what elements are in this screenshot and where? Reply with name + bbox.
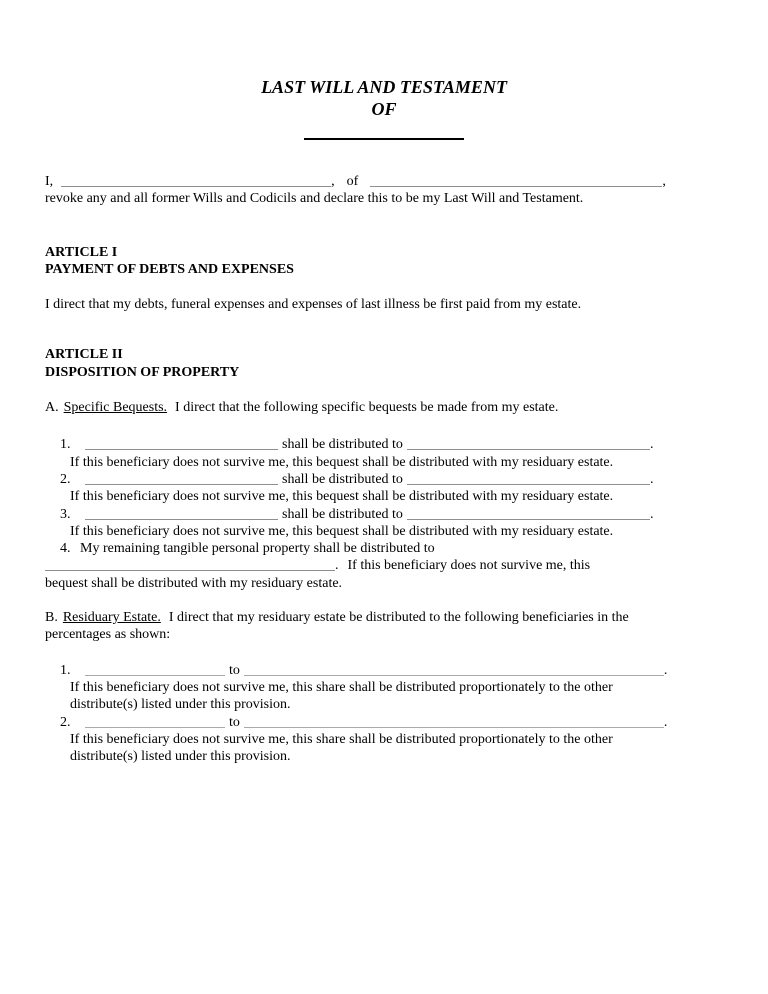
bequest-item-3-period: . [649,506,654,522]
residuary-item-2-note-line1: If this beneficiary does not survive me, this share shall be distributed proportionately to the other [70,731,613,747]
section-a-intro-text: I direct that the following specific bequests be made from my estate. [175,400,559,416]
section-b-intro-line2: percentages as shown: [45,627,171,643]
section-a-intro [45,399,723,416]
bequest-item-4-note-end: bequest shall be distributed with my residuary estate. [45,575,343,591]
residuary-item-2-number: 2. [60,714,71,730]
article1-heading [45,244,723,279]
beneficiary-name-blank [244,663,664,676]
bequest-item-4-text: My remaining tangible personal property shall be distributed to [80,541,435,557]
percentage-share-blank [85,663,225,676]
residuary-item-1-period: . [663,662,668,678]
bequest-description-blank [85,437,278,450]
opening-comma2: , [662,174,666,189]
article1-heading-line1: ARTICLE I [45,244,118,260]
document-title-line2: OF [371,99,397,119]
bequest-description-blank [85,472,278,485]
bequest-item-4-line1 [45,540,723,557]
bequest-item-4-note-start: If this beneficiary does not survive me, this [347,558,591,574]
article2-heading-line1: ARTICLE II [45,347,123,363]
residuary-item-1-number: 1. [60,662,71,678]
testator-name-blank [61,174,331,187]
bequest-item-4-line2 [45,557,723,574]
opening-lead: I, [45,174,54,189]
section-b-intro-text: I direct that my residuary estate be distributed to the following beneficiaries in the [168,610,629,626]
opening-line1 [45,173,723,190]
bequest-item-1-line [45,436,723,453]
section-a-heading: Specific Bequests. [63,400,168,416]
bequest-item-4-number: 4. [60,541,71,557]
bequest-item-2-note: If this beneficiary does not survive me, this bequest shall be distributed with my residuary estate. [70,489,614,505]
opening-comma1: , [331,174,335,189]
beneficiary-name-blank [244,715,664,728]
beneficiary-name-blank [407,437,650,450]
bequest-item-4-period: . [335,558,339,574]
residuary-item-1-line [45,662,723,679]
bequest-item-3 [45,506,723,541]
residuary-item-1-mid: to [229,662,240,678]
beneficiary-name-blank [45,558,335,571]
percentage-share-blank [85,715,225,728]
opening-of-label: of [346,174,359,189]
bequest-item-1-number: 1. [60,437,71,453]
residuary-item-2-mid: to [229,714,240,730]
opening-line2: revoke any and all former Wills and Codicils and declare this to be my Last Will and Testament. [45,191,584,207]
bequest-item-2-number: 2. [60,471,71,487]
document-title-line1: LAST WILL AND TESTAMENT [261,77,507,97]
beneficiary-name-blank [407,507,650,520]
beneficiary-name-blank [407,472,650,485]
section-b-heading: Residuary Estate. [62,610,161,626]
article2-heading-line2: DISPOSITION OF PROPERTY [45,364,240,380]
bequest-item-2 [45,471,723,506]
testator-residence-blank [370,174,662,187]
residuary-item-2 [45,714,723,766]
residuary-item-1-note-line2: distribute(s) listed under this provision. [70,697,291,713]
residuary-estate-list [45,662,723,766]
article1-body: I direct that my debts, funeral expenses and expenses of last illness be first paid from my estate. [45,297,582,313]
bequest-item-3-number: 3. [60,506,71,522]
section-a-label: A. [45,400,59,416]
bequest-item-2-period: . [649,471,654,487]
bequest-item-1-note: If this beneficiary does not survive me, this bequest shall be distributed with my residuary estate. [70,454,614,470]
residuary-item-1-note-line1: If this beneficiary does not survive me, this share shall be distributed proportionately to the other [70,679,613,695]
article1-heading-line2: PAYMENT OF DEBTS AND EXPENSES [45,261,294,277]
bequest-item-4 [45,540,723,592]
testator-name-blank-title [304,138,464,140]
opening-paragraph [45,173,723,208]
bequest-item-1-mid: shall be distributed to [282,437,403,453]
section-b-intro-line1 [45,609,723,626]
bequest-item-3-line [45,506,723,523]
residuary-item-2-note-line2: distribute(s) listed under this provision. [70,749,291,765]
specific-bequests-list [45,436,723,592]
residuary-item-2-period: . [663,714,668,730]
bequest-item-2-line [45,471,723,488]
bequest-item-3-note: If this beneficiary does not survive me, this bequest shall be distributed with my residuary estate. [70,523,614,539]
article2-heading [45,346,723,381]
document-title [45,76,723,120]
residuary-item-2-line [45,714,723,731]
bequest-item-1-period: . [649,437,654,453]
section-b-intro [45,609,723,644]
bequest-item-1 [45,436,723,471]
bequest-item-2-mid: shall be distributed to [282,471,403,487]
bequest-description-blank [85,507,278,520]
section-b-label: B. [45,610,58,626]
bequest-item-3-mid: shall be distributed to [282,506,403,522]
residuary-item-1 [45,662,723,714]
